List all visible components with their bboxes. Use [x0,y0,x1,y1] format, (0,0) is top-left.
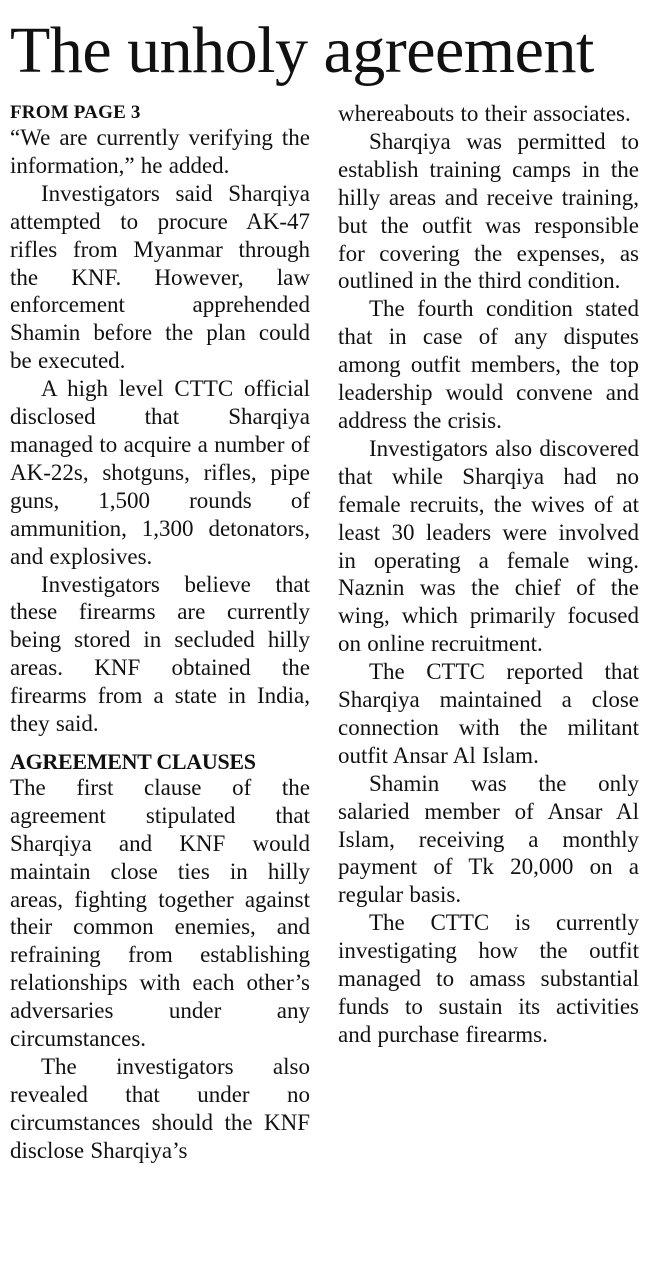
paragraph: The CTTC reported that Sharqiya maintained a close connection with the militant outfit Ansar Al Islam. [338,659,639,768]
paragraph: A high level CTTC official disclosed that Sharqiya managed to acquire a number of AK-22s, shotguns, rifles, pipe guns, 1,500 rounds of ammunition, 1,300 detonators, and explosives. [10,376,310,569]
paragraph: The fourth condition stated that in case of any disputes among outfit members, the top leadership would convene and address the crisis. [338,296,639,433]
headline: The unholy agreement [10,14,594,87]
paragraph: Sharqiya was permitted to establish training camps in the hilly areas and receive training, but the outfit was responsible for covering the expenses, as outlined in the third condition. [338,128,639,294]
continuation-kicker: FROM PAGE 3 [10,102,141,123]
paragraph: Shamin was the only salaried member of Ansar Al Islam, receiving a monthly payment of Tk 20,000 on a regular basis. [338,770,639,908]
paragraph: whereabouts to their associates. [338,101,631,126]
paragraph: Investigators also discovered that while Sharqiya had no female recruits, the wives of at least 30 leaders were involved in operating a female wing. Naznin was the chief of the wing, which primarily focused on online recruitment. [338,435,639,657]
section-subhead: AGREEMENT CLAUSES [10,748,256,774]
right-column [338,100,639,1049]
paragraph: Investigators believe that these firearms are currently being stored in secluded hilly areas. KNF obtained the firearms from a state in India, they said. [10,571,310,737]
paragraph: The CTTC is currently investigating how the outfit managed to amass substantial funds to sustain its activities and purchase firearms. [338,910,639,1047]
paragraph: “We are currently verifying the information,” he added. [10,125,310,178]
left-column [10,100,310,1165]
paragraph: Investigators said Sharqiya attempted to procure AK-47 rifles from Myanmar through the KNF. However, law enforcement apprehended Shamin before the plan could be executed. [10,180,310,374]
paragraph: The investigators also revealed that under no circumstances should the KNF disclose Sharqiya’s [10,1054,310,1163]
paragraph: The first clause of the agreement stipulated that Sharqiya and KNF would maintain close ties in hilly areas, fighting together against their common enemies, and refraining from establishing relationships with each other’s adversaries under any circumstances. [10,774,310,1052]
